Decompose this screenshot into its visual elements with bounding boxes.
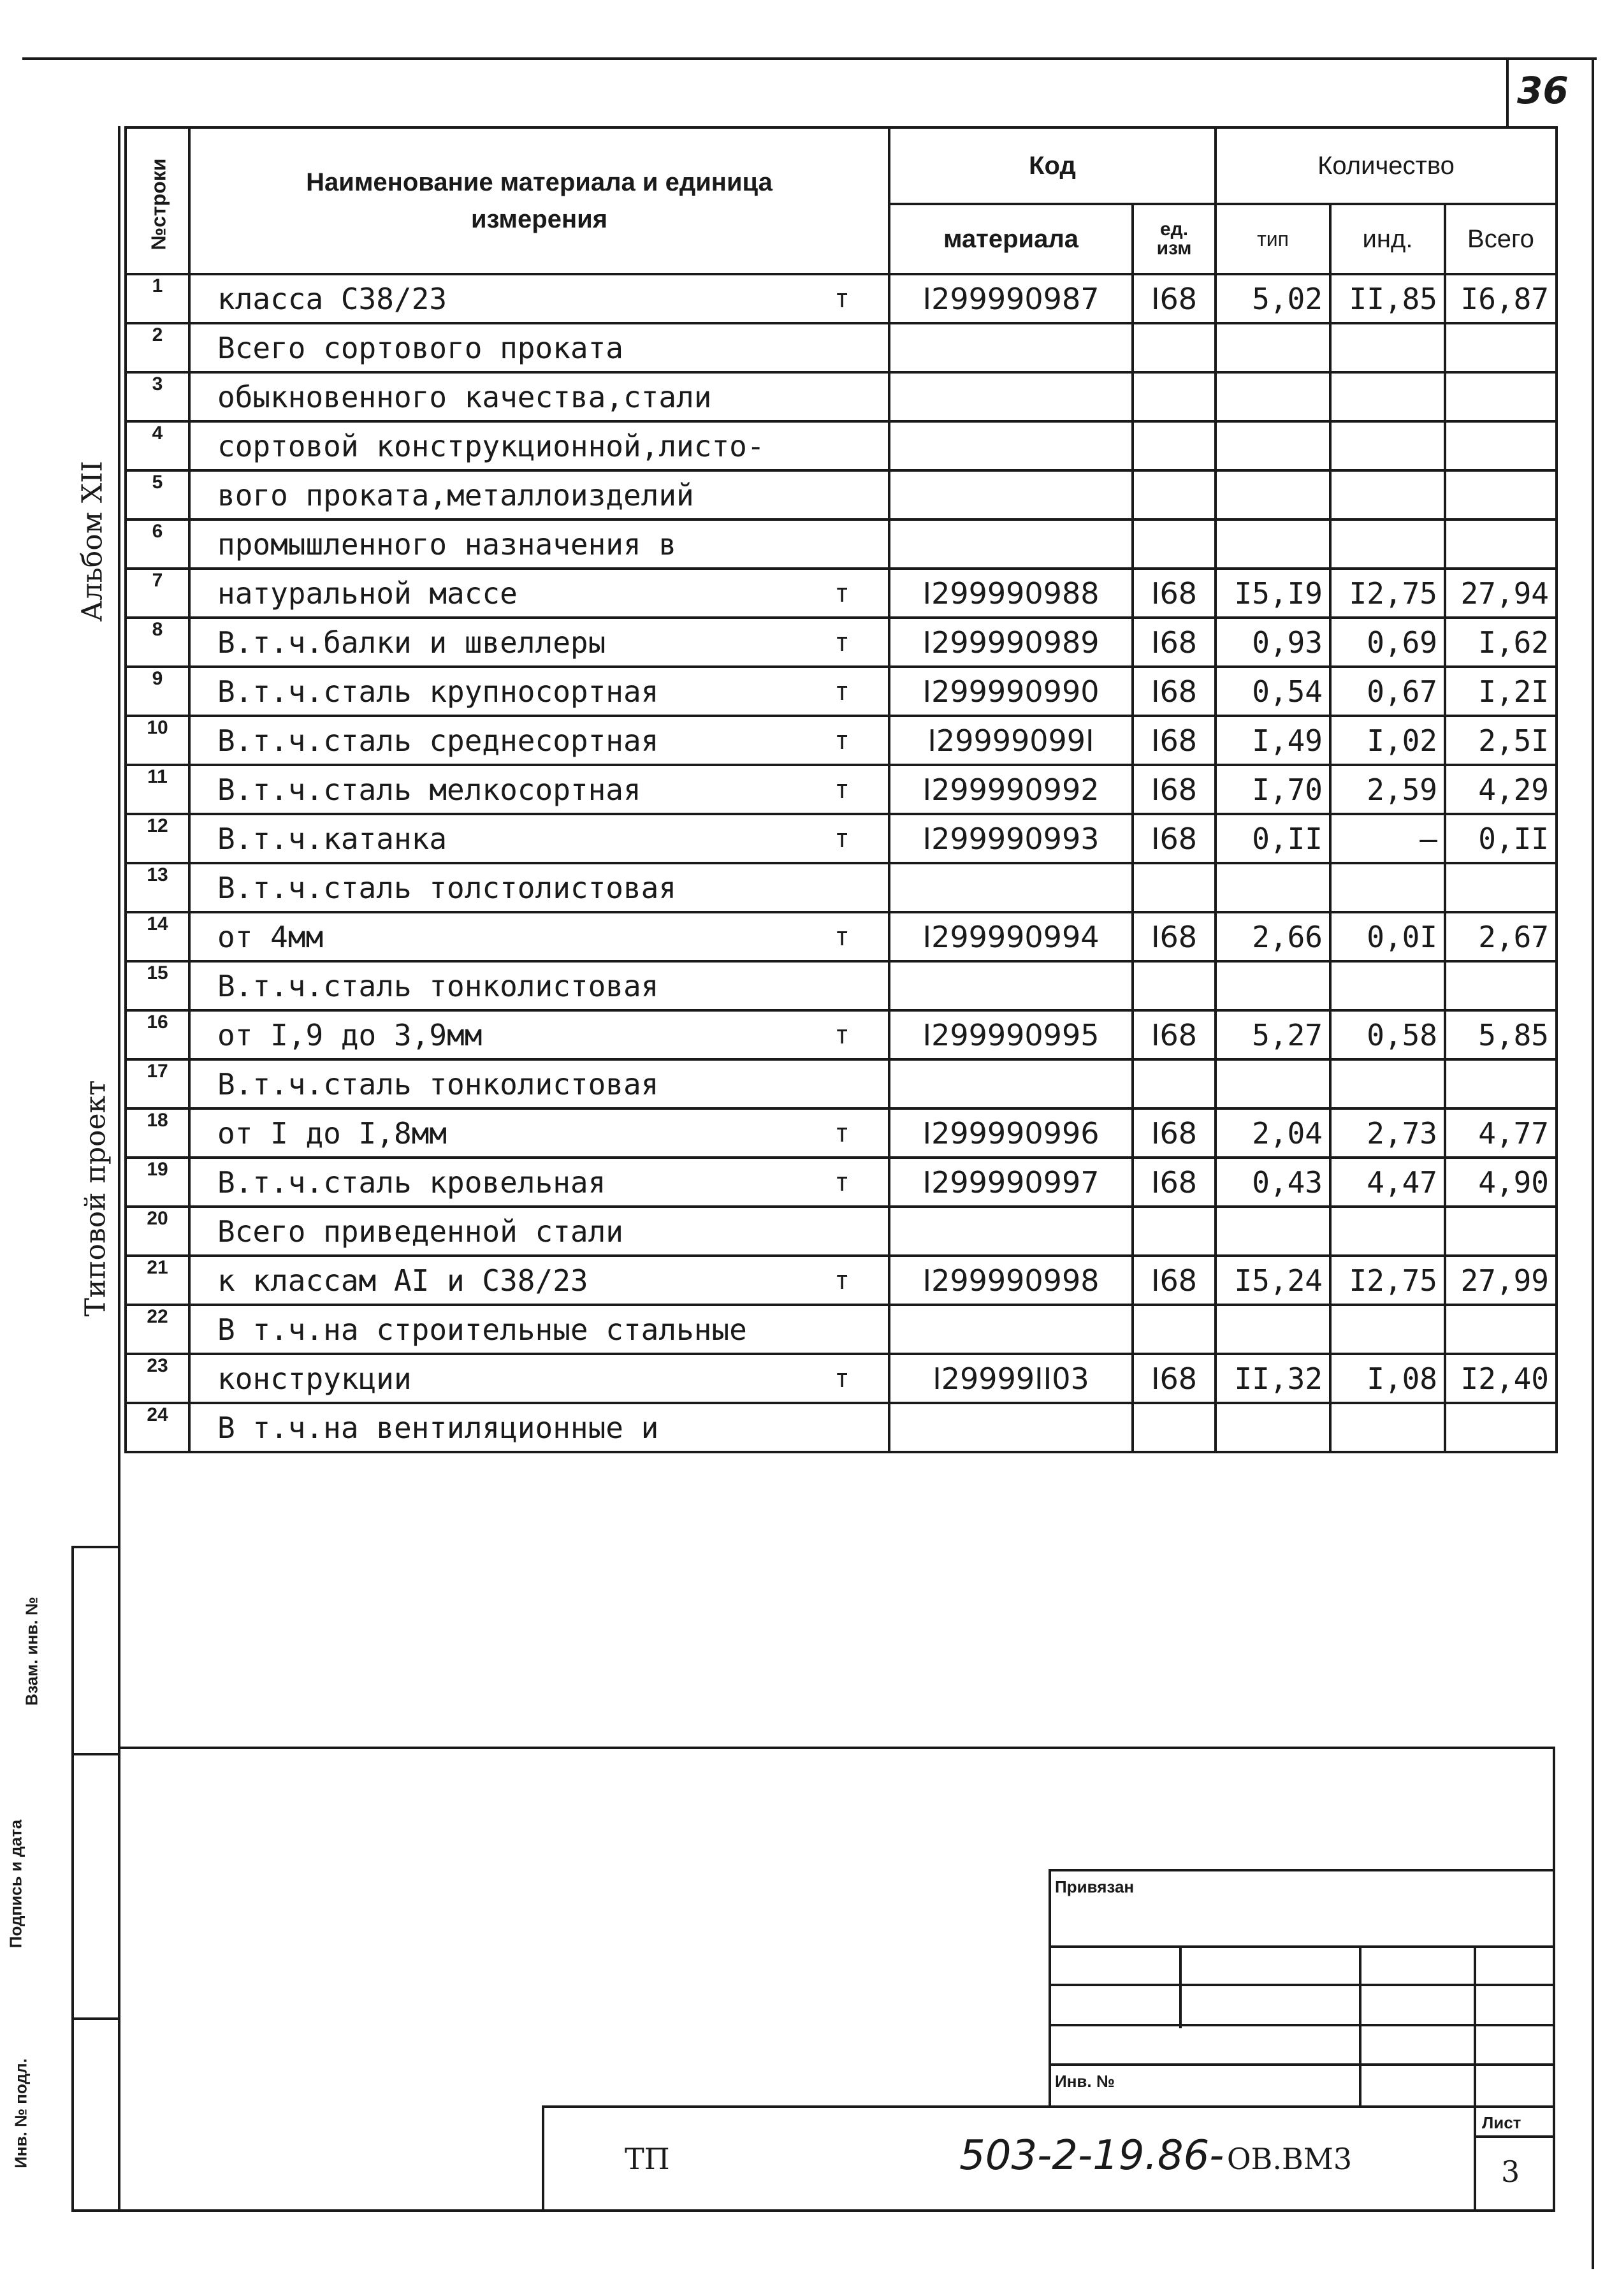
qty-type [1216, 961, 1330, 1010]
qty-ind: 0,58 [1330, 1010, 1445, 1059]
qty-total [1445, 1403, 1557, 1452]
row-number: 19 [126, 1158, 189, 1207]
qty-type: I,70 [1216, 765, 1330, 814]
inv-no-label: Инв. № [1055, 2072, 1115, 2091]
material-unit: т [834, 824, 850, 854]
qty-ind [1330, 470, 1445, 520]
qty-type: II,32 [1216, 1354, 1330, 1403]
qty-type: 0,93 [1216, 618, 1330, 667]
album-label: Альбом XII [76, 460, 109, 622]
qty-ind: I2,75 [1330, 1256, 1445, 1305]
row-number-header: №строки [126, 127, 189, 274]
qty-total: 4,29 [1445, 765, 1557, 814]
material-name-text: В.т.ч.сталь тонколистовая [217, 1066, 659, 1101]
table-row [126, 1256, 1557, 1305]
row-number: 13 [126, 863, 189, 912]
row-number: 9 [126, 667, 189, 716]
material-code [889, 520, 1133, 569]
qty-type: 0,54 [1216, 667, 1330, 716]
qty-type [1216, 1207, 1330, 1256]
material-unit: т [834, 1167, 850, 1197]
material-unit: т [834, 284, 850, 314]
material-name-text: вого проката,металлоизделий [217, 477, 694, 512]
qty-total [1445, 520, 1557, 569]
top-border-line [22, 57, 1597, 60]
qty-ind: II,85 [1330, 274, 1445, 323]
qty-type: 2,04 [1216, 1108, 1330, 1158]
table-row [126, 1108, 1557, 1158]
unit-code: I68 [1133, 1256, 1216, 1305]
qty-type: I,49 [1216, 716, 1330, 765]
table-row [126, 1354, 1557, 1403]
qty-type: I5,24 [1216, 1256, 1330, 1305]
qty-total [1445, 863, 1557, 912]
document-code-suffix: ОВ.ВМ3 [1226, 2142, 1353, 2176]
material-code [889, 1059, 1133, 1108]
material-code [889, 1207, 1133, 1256]
material-code: I29999099I [889, 716, 1133, 765]
material-code [889, 1305, 1133, 1354]
unit-code [1133, 1059, 1216, 1108]
qty-ind: I,02 [1330, 716, 1445, 765]
right-border-line [1592, 57, 1594, 2269]
material-name-text: В.т.ч.сталь крупносортная [217, 674, 659, 709]
unit-code: I68 [1133, 912, 1216, 961]
qty-total [1445, 961, 1557, 1010]
stamp-top-line [118, 1747, 1555, 1749]
unit-code: I68 [1133, 1108, 1216, 1158]
qty-ind: I2,75 [1330, 569, 1445, 618]
qty-ind [1330, 1305, 1445, 1354]
material-code: I299990994 [889, 912, 1133, 961]
material-code: I299990995 [889, 1010, 1133, 1059]
material-code: I299990998 [889, 1256, 1133, 1305]
title-block-top [542, 2105, 1555, 2108]
qty-type: 0,43 [1216, 1158, 1330, 1207]
table-row [126, 421, 1557, 470]
material-code: I299990989 [889, 618, 1133, 667]
privyazan-col-3 [1474, 1945, 1476, 2212]
qty-total: 0,II [1445, 814, 1557, 863]
material-unit: т [834, 922, 850, 952]
qty-type: 5,02 [1216, 274, 1330, 323]
material-name [189, 1207, 889, 1256]
qty-total: 2,5I [1445, 716, 1557, 765]
qty-ind [1330, 961, 1445, 1010]
table-row [126, 569, 1557, 618]
material-name-text: сортовой конструкционной,листо- [217, 428, 765, 463]
material-unit: т [834, 1363, 850, 1393]
qty-type [1216, 470, 1330, 520]
material-name-text: от I,9 до 3,9мм [217, 1017, 483, 1052]
left-frame-outer [71, 1546, 74, 2212]
unit-code: I68 [1133, 1010, 1216, 1059]
qty-total [1445, 1059, 1557, 1108]
unit-code [1133, 323, 1216, 372]
list-label: Лист [1482, 2113, 1521, 2132]
material-code: I299990993 [889, 814, 1133, 863]
table-row [126, 1158, 1557, 1207]
material-name [189, 372, 889, 421]
material-name [189, 667, 889, 716]
title-block-left [542, 2105, 544, 2212]
qty-type [1216, 1059, 1330, 1108]
material-name-text: конструкции [217, 1361, 412, 1396]
table-row [126, 1010, 1557, 1059]
qty-ind: – [1330, 814, 1445, 863]
privyazan-box-row1 [1049, 1945, 1555, 1948]
qty-total: 5,85 [1445, 1010, 1557, 1059]
table-row [126, 716, 1557, 765]
unit-code [1133, 1207, 1216, 1256]
qty-ind [1330, 372, 1445, 421]
qty-total: 4,77 [1445, 1108, 1557, 1158]
material-name-text: обыкновенного качества,стали [217, 379, 712, 414]
document-code-number: 503-2-19.86- [959, 2132, 1224, 2179]
row-number: 16 [126, 1010, 189, 1059]
privyazan-box-row4 [1049, 2063, 1555, 2066]
material-code: I299990990 [889, 667, 1133, 716]
row-number: 7 [126, 569, 189, 618]
qty-total [1445, 470, 1557, 520]
left-frame-sep-1 [71, 1546, 120, 1548]
qty-group-header: Количество [1216, 127, 1557, 204]
row-number: 6 [126, 520, 189, 569]
material-name [189, 716, 889, 765]
material-code: I299990988 [889, 569, 1133, 618]
qty-total: I2,40 [1445, 1354, 1557, 1403]
row-number: 22 [126, 1305, 189, 1354]
unit-code [1133, 863, 1216, 912]
material-name-text: к классам АI и С38/23 [217, 1263, 588, 1298]
row-number: 23 [126, 1354, 189, 1403]
left-frame-sep-3 [71, 2017, 120, 2020]
row-number: 12 [126, 814, 189, 863]
unit-code [1133, 470, 1216, 520]
row-number: 24 [126, 1403, 189, 1452]
page-number-box-left [1506, 57, 1509, 126]
row-number: 1 [126, 274, 189, 323]
table-row [126, 520, 1557, 569]
material-unit: т [834, 578, 850, 608]
material-name-text: промышленного назначения в [217, 527, 677, 562]
qty-total: 4,90 [1445, 1158, 1557, 1207]
privyazan-box-top [1049, 1869, 1555, 1871]
material-name-text: В.т.ч.балки и швеллеры [217, 625, 606, 660]
unit-code [1133, 1305, 1216, 1354]
material-unit: т [834, 1265, 850, 1295]
material-name [189, 421, 889, 470]
material-name-text: В т.ч.на вентиляционные и [217, 1410, 659, 1445]
row-number: 10 [126, 716, 189, 765]
row-number: 4 [126, 421, 189, 470]
material-name-text: Всего сортового проката [217, 330, 623, 365]
row-number: 17 [126, 1059, 189, 1108]
unit-code: I68 [1133, 1354, 1216, 1403]
table-row [126, 274, 1557, 323]
row-number: 5 [126, 470, 189, 520]
inv-podl-label: Инв. № подл. [11, 2058, 31, 2169]
unit-code [1133, 961, 1216, 1010]
qty-type [1216, 1305, 1330, 1354]
page-number: 36 [1517, 69, 1569, 112]
material-name-text: от I до I,8мм [217, 1115, 447, 1151]
qty-ind [1330, 421, 1445, 470]
material-name [189, 961, 889, 1010]
row-number: 2 [126, 323, 189, 372]
unit-code [1133, 1403, 1216, 1452]
qty-total: 27,99 [1445, 1256, 1557, 1305]
table-row [126, 1403, 1557, 1452]
unit-code: I68 [1133, 667, 1216, 716]
material-name-text: В.т.ч.сталь тонколистовая [217, 968, 659, 1003]
stamp-outer-bottom [118, 2209, 1555, 2212]
list-box-top [1474, 2135, 1555, 2138]
qty-total [1445, 1305, 1557, 1354]
document-code [959, 2132, 1352, 2179]
qty-total [1445, 323, 1557, 372]
tp-label: ТП [625, 2142, 670, 2176]
qty-type: I5,I9 [1216, 569, 1330, 618]
left-frame-inner [118, 126, 120, 2212]
unit-code: I68 [1133, 274, 1216, 323]
row-number: 3 [126, 372, 189, 421]
unit-code: I68 [1133, 716, 1216, 765]
material-name [189, 569, 889, 618]
code-material-header: материала [889, 204, 1133, 274]
qty-type: 0,II [1216, 814, 1330, 863]
material-name [189, 520, 889, 569]
material-unit: т [834, 1020, 850, 1050]
qty-ind: 2,59 [1330, 765, 1445, 814]
table-row [126, 1305, 1557, 1354]
unit-code [1133, 421, 1216, 470]
unit-code [1133, 520, 1216, 569]
vzam-inv-label: Взам. инв. № [22, 1597, 41, 1706]
material-name [189, 1403, 889, 1452]
qty-ind [1330, 1059, 1445, 1108]
code-group-header: Код [889, 127, 1216, 204]
material-code: I299990992 [889, 765, 1133, 814]
material-code [889, 1403, 1133, 1452]
table-row [126, 765, 1557, 814]
qty-ind: 0,0I [1330, 912, 1445, 961]
row-number: 20 [126, 1207, 189, 1256]
material-code: I299990997 [889, 1158, 1133, 1207]
material-name-text: от 4мм [217, 919, 324, 954]
material-name [189, 274, 889, 323]
qty-ind [1330, 863, 1445, 912]
qty-ind [1330, 520, 1445, 569]
material-unit: т [834, 774, 850, 804]
row-number: 15 [126, 961, 189, 1010]
project-label: Типовой проект [79, 1080, 112, 1317]
material-name [189, 323, 889, 372]
material-name-text: В.т.ч.сталь толстолистовая [217, 870, 677, 905]
name-header: Наименование материала и единица измерения [189, 127, 889, 274]
qty-type [1216, 372, 1330, 421]
unit-code: I68 [1133, 1158, 1216, 1207]
qty-ind: 0,67 [1330, 667, 1445, 716]
material-name-text: Всего приведенной стали [217, 1214, 623, 1249]
privyazan-col-1 [1179, 1945, 1182, 2028]
privyazan-box-left [1049, 1869, 1051, 2108]
left-frame-sep-2 [71, 1753, 120, 1755]
row-number: 14 [126, 912, 189, 961]
material-name-text: класса С38/23 [217, 281, 447, 316]
material-name-text: В.т.ч.сталь мелкосортная [217, 772, 641, 807]
table-row [126, 912, 1557, 961]
row-number: 21 [126, 1256, 189, 1305]
material-code [889, 372, 1133, 421]
material-name-text: В т.ч.на строительные стальные [217, 1312, 747, 1347]
qty-type: 2,66 [1216, 912, 1330, 961]
qty-total-header: Всего [1445, 204, 1557, 274]
table-row [126, 323, 1557, 372]
privyazan-box-row3 [1049, 2024, 1555, 2026]
material-name-text: В.т.ч.сталь среднесортная [217, 723, 659, 758]
qty-type-header: тип [1216, 204, 1330, 274]
table-row [126, 814, 1557, 863]
material-code [889, 421, 1133, 470]
qty-total [1445, 372, 1557, 421]
material-code: I29999II03 [889, 1354, 1133, 1403]
material-code: I299990996 [889, 1108, 1133, 1158]
table-row [126, 470, 1557, 520]
table-row [126, 1059, 1557, 1108]
qty-ind: 4,47 [1330, 1158, 1445, 1207]
qty-ind [1330, 1207, 1445, 1256]
material-name [189, 765, 889, 814]
table-row [126, 667, 1557, 716]
material-code: I299990987 [889, 274, 1133, 323]
table-row [126, 1207, 1557, 1256]
list-value: 3 [1501, 2154, 1520, 2189]
qty-total [1445, 1207, 1557, 1256]
qty-type [1216, 421, 1330, 470]
material-code [889, 470, 1133, 520]
qty-ind: I,08 [1330, 1354, 1445, 1403]
qty-ind [1330, 1403, 1445, 1452]
privyazan-box-row2 [1049, 1984, 1555, 1986]
material-name-text: В.т.ч.сталь кровельная [217, 1165, 606, 1200]
podpis-data-label: Подпись и дата [6, 1819, 25, 1949]
qty-total: I,62 [1445, 618, 1557, 667]
material-name [189, 912, 889, 961]
material-unit: т [834, 1118, 850, 1148]
material-unit: т [834, 725, 850, 755]
material-name [189, 1256, 889, 1305]
qty-total: 27,94 [1445, 569, 1557, 618]
qty-ind: 2,73 [1330, 1108, 1445, 1158]
table-row [126, 863, 1557, 912]
material-name [189, 470, 889, 520]
material-unit: т [834, 627, 850, 657]
qty-total: I,2I [1445, 667, 1557, 716]
row-number: 18 [126, 1108, 189, 1158]
qty-type [1216, 520, 1330, 569]
material-name [189, 1305, 889, 1354]
material-unit: т [834, 676, 850, 706]
table-row [126, 961, 1557, 1010]
code-unit-header: ед. изм [1133, 204, 1216, 274]
material-name [189, 863, 889, 912]
material-name [189, 814, 889, 863]
table-row [126, 618, 1557, 667]
privyazan-label: Привязан [1055, 1877, 1135, 1896]
material-name-text: натуральной массе [217, 576, 518, 611]
material-name [189, 1158, 889, 1207]
material-name [189, 618, 889, 667]
row-number: 11 [126, 765, 189, 814]
qty-total [1445, 421, 1557, 470]
material-name [189, 1108, 889, 1158]
qty-type [1216, 1403, 1330, 1452]
qty-type: 5,27 [1216, 1010, 1330, 1059]
table-row [126, 372, 1557, 421]
qty-type [1216, 863, 1330, 912]
qty-ind [1330, 323, 1445, 372]
material-name [189, 1059, 889, 1108]
material-name [189, 1010, 889, 1059]
materials-table [124, 126, 1558, 1453]
material-code [889, 961, 1133, 1010]
material-code [889, 323, 1133, 372]
qty-ind: 0,69 [1330, 618, 1445, 667]
material-code [889, 863, 1133, 912]
left-frame-bottom [71, 2209, 120, 2212]
qty-type [1216, 323, 1330, 372]
qty-ind-header: инд. [1330, 204, 1445, 274]
unit-code: I68 [1133, 765, 1216, 814]
qty-total: 2,67 [1445, 912, 1557, 961]
unit-code: I68 [1133, 618, 1216, 667]
privyazan-col-2 [1359, 1945, 1361, 2108]
qty-total: I6,87 [1445, 274, 1557, 323]
unit-code: I68 [1133, 569, 1216, 618]
row-number: 8 [126, 618, 189, 667]
material-name-text: В.т.ч.катанка [217, 821, 447, 856]
unit-code: I68 [1133, 814, 1216, 863]
unit-code [1133, 372, 1216, 421]
stamp-right-line [1553, 1747, 1555, 2212]
material-name [189, 1354, 889, 1403]
